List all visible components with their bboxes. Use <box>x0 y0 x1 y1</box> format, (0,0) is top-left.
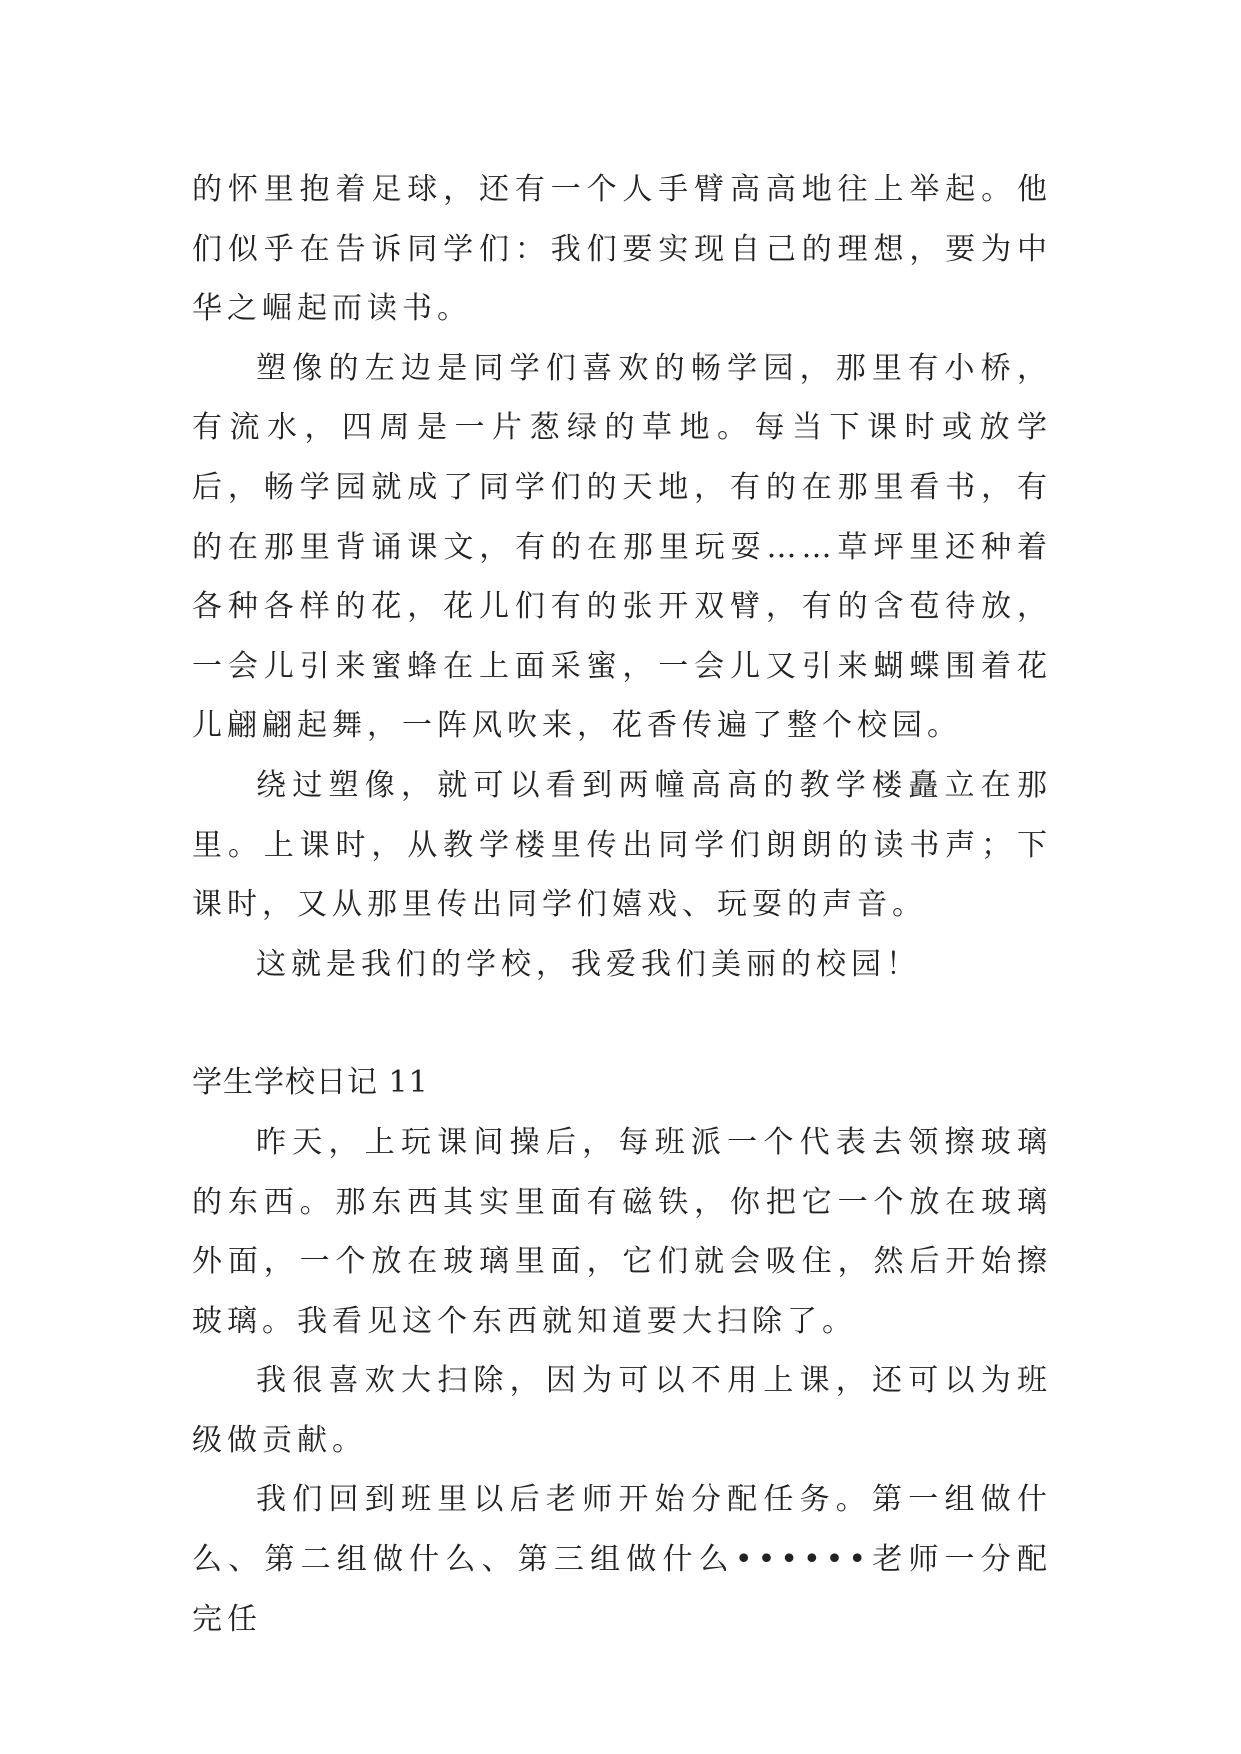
paragraph: 我们回到班里以后老师开始分配任务。第一组做什么、第二组做什么、第三组做什么••••••老师一分配完任 <box>192 1482 1052 1637</box>
paragraph: 的怀里抱着足球，还有一个人手臂高高地往上举起。他们似乎在告诉同学们：我们要实现自己的理想，要为中华之崛起而读书。 <box>192 172 1052 327</box>
document-body <box>192 160 1052 1649</box>
paragraph: 我很喜欢大扫除，因为可以不用上课，还可以为班级做贡献。 <box>192 1363 1052 1458</box>
paragraph: 绕过塑像，就可以看到两幢高高的教学楼矗立在那里。上课时，从教学楼里传出同学们朗朗的读书声；下课时，又从那里传出同学们嬉戏、玩耍的声音。 <box>192 767 1052 923</box>
diary-entry-title: 学生学校日记 11 <box>192 1065 429 1101</box>
paragraph: 这就是我们的学校，我爱我们美丽的校园！ <box>256 946 921 982</box>
paragraph: 塑像的左边是同学们喜欢的畅学园，那里有小桥，有流水，四周是一片葱绿的草地。每当下课时或放学后，畅学园就成了同学们的天地，有的在那里看书，有的在那里背诵课文，有的在那里玩耍……草坪里还种着各种各样的花，花儿们有的张开双臂，有的含苞待放，一会儿引来蜜蜂在上面采蜜，一会儿又引来蝴蝶围着花儿翩翩起舞，一阵风吹来，花香传遍了整个校园。 <box>192 350 1052 744</box>
paragraph: 昨天，上玩课间操后，每班派一个代表去领擦玻璃的东西。那东西其实里面有磁铁，你把它一个放在玻璃外面，一个放在玻璃里面，它们就会吸住，然后开始擦玻璃。我看见这个东西就知道要大扫除了。 <box>192 1124 1052 1339</box>
